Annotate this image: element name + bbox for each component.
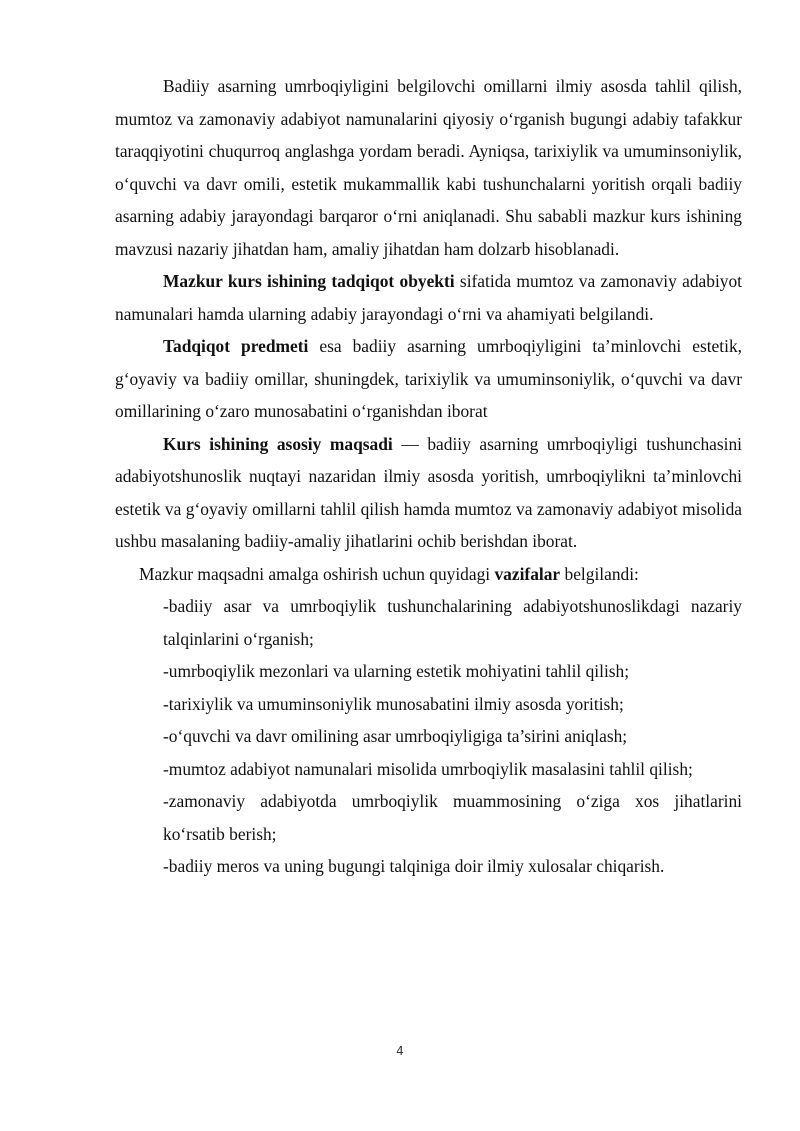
paragraph-relevance: Badiiy asarning umrboqiyligini belgilovchi omillarni ilmiy asosda tahlil qilish, mumtoz va zamonaviy adabiyot namunalarini qiyosiy oʻrganish bugungi adabiy tafakkur taraqqiyotini chuqurroq anglashga yordam beradi. Ayniqsa, tarixiylik va umuminsoniylik, oʻquvchi va davr omili, estetik mukammallik kabi tushunchalarni yoritish orqali badiiy asarning adabiy jarayondagi barqaror oʻrni aniqlanadi. Shu sababli mazkur kurs ishining mavzusi nazariy jihatdan ham, amaliy jihatdan ham dolzarb hisoblanadi.	[115, 76, 742, 259]
list-item: -oʻquvchi va davr omilining asar umrboqiyligiga ta’sirini aniqlash;	[163, 726, 628, 746]
tasks-list	[115, 590, 742, 883]
document-page	[115, 70, 742, 883]
paragraph-main-goal	[115, 428, 742, 558]
tasks-intro-post: belgilandi:	[560, 563, 639, 584]
list-item: -tarixiylik va umuminsoniylik munosabatini ilmiy asosda yoritish;	[163, 693, 624, 714]
tasks-intro-pre: Mazkur maqsadni amalga oshirish uchun quyidagi	[139, 563, 495, 584]
research-object-text: sifatida mumtoz va zamonaviy adabiyot namunalari hamda ularning adabiy jarayondagi oʻrni va ahamiyati belgilandi.	[115, 271, 743, 324]
research-object-heading: Mazkur kurs ishining tadqiqot obyekti	[163, 271, 455, 291]
tasks-intro-bold: vazifalar	[494, 563, 561, 584]
main-goal-heading: Kurs ishining asosiy maqsadi	[163, 433, 393, 454]
list-item: -zamonaviy adabiyotda umrboqiylik muammosining oʻziga xos jihatlarini koʻrsatib berish;	[163, 791, 742, 844]
page-number: 4	[396, 1044, 404, 1058]
main-goal-text: — badiiy asarning umrboqiyligi tushunchasini adabiyotshunoslik nuqtayi nazaridan ilmiy asosda yoritish, umrboqiylikni ta’minlovchi estetik va gʻoyaviy omillarni tahlil qilish hamda mumtoz va zamonaviy adabiyot misolida ushbu masalaning badiiy-amaliy jihatlarini ochib berishdan iborat.	[115, 433, 742, 551]
paragraph-research-object	[115, 265, 742, 330]
list-item: -mumtoz adabiyot namunalari misolida umrboqiylik masalasini tahlil qilish;	[163, 758, 693, 779]
list-item: -badiiy meros va uning bugungi talqiniga doir ilmiy xulosalar chiqarish.	[163, 856, 665, 876]
paragraph-research-subject	[115, 330, 742, 428]
list-item: -badiiy asar va umrboqiylik tushunchalarining adabiyotshunoslikdagi nazariy talqinlarini oʻrganish;	[163, 596, 742, 649]
research-subject-heading: Tadqiqot predmeti	[163, 336, 309, 356]
paragraph-tasks-intro	[115, 558, 742, 591]
research-subject-text: esa badiiy asarning umrboqiyligini ta’minlovchi estetik, gʻoyaviy va badiiy omillar, shuningdek, tarixiylik va umuminsoniylik, oʻquvchi va davr omillarining oʻzaro munosabatini oʻrganishdan iborat	[115, 336, 742, 421]
list-item: -umrboqiylik mezonlari va ularning estetik mohiyatini tahlil qilish;	[163, 661, 630, 681]
